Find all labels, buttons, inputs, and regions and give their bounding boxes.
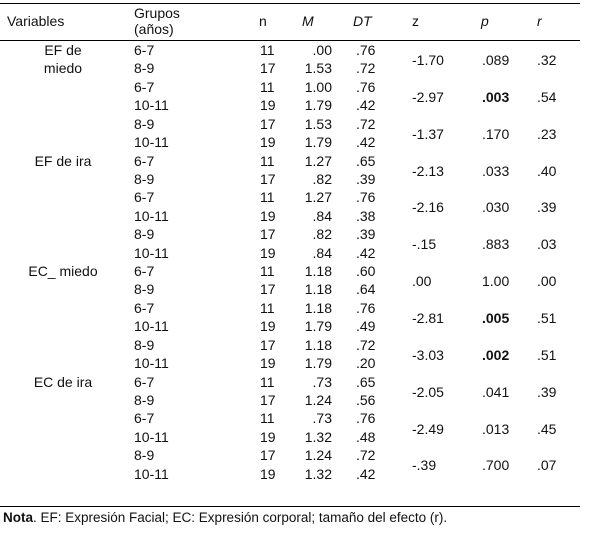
cell-dt: .60 [356, 263, 376, 280]
cell-n: 19 [260, 318, 276, 335]
cell-grupo: 8-9 [134, 336, 155, 353]
cell-grupo: 10-11 [134, 97, 169, 114]
cell-grupo: 10-11 [134, 134, 169, 151]
cell-p: .033 [482, 162, 510, 179]
variable-label: EF de ira [34, 152, 92, 169]
cell-z: -.15 [412, 236, 437, 253]
cell-grupo: 8-9 [134, 60, 155, 77]
cell-dt: .76 [356, 42, 376, 58]
cell-n: 19 [260, 355, 276, 372]
cell-m: 1.18 [304, 336, 332, 353]
cell-p: .700 [482, 457, 510, 474]
cell-grupo: 6-7 [134, 373, 155, 390]
cell-dt: .42 [356, 465, 376, 482]
cell-m: .00 [312, 42, 332, 58]
cell-p: .002 [482, 346, 510, 363]
cell-dt: .76 [356, 410, 376, 427]
cell-grupo: 8-9 [134, 170, 155, 187]
cell-n: 17 [260, 336, 276, 353]
cell-grupo: 8-9 [134, 226, 155, 243]
cell-r: .23 [537, 125, 557, 142]
cell-z: -1.37 [412, 125, 444, 142]
cell-r: .07 [537, 457, 557, 474]
cell-m: 1.24 [304, 391, 332, 408]
header-grupos-sub: (años) [134, 21, 174, 37]
header-n: n [259, 13, 267, 29]
cell-r: .00 [537, 273, 557, 290]
cell-grupo: 10-11 [134, 207, 169, 224]
cell-r: .45 [537, 420, 557, 437]
cell-m: 1.32 [304, 428, 332, 445]
cell-z: -2.81 [412, 310, 444, 326]
cell-m: 1.79 [304, 97, 332, 114]
cell-m: 1.00 [304, 78, 332, 95]
cell-grupo: 6-7 [134, 410, 155, 427]
cell-n: 17 [260, 226, 276, 243]
cell-grupo: 6-7 [134, 152, 155, 169]
cell-dt: .39 [356, 226, 376, 243]
cell-r: .54 [537, 88, 557, 105]
variable-label: EC_ miedo [28, 263, 98, 280]
cell-grupo: 10-11 [134, 355, 169, 372]
cell-n: 17 [260, 170, 276, 187]
header-m: M [302, 13, 314, 29]
cell-n: 11 [260, 299, 275, 316]
cell-grupo: 6-7 [134, 189, 155, 206]
cell-r: .39 [537, 199, 557, 216]
cell-p: .003 [482, 88, 510, 105]
cell-dt: .42 [356, 244, 376, 261]
cell-z: -2.13 [412, 162, 444, 179]
cell-p: 1.00 [482, 273, 510, 290]
note-label: Nota [3, 510, 33, 525]
cell-m: 1.79 [304, 355, 332, 372]
cell-n: 19 [260, 207, 276, 224]
cell-m: 1.79 [304, 134, 332, 151]
cell-dt: .38 [356, 207, 376, 224]
cell-n: 17 [260, 447, 276, 464]
cell-z: .00 [412, 273, 432, 290]
cell-dt: .20 [356, 355, 376, 372]
cell-dt: .76 [356, 78, 376, 95]
cell-dt: .64 [356, 281, 376, 298]
cell-m: .84 [312, 244, 332, 261]
cell-dt: .65 [356, 152, 376, 169]
cell-r: .03 [537, 236, 557, 253]
cell-n: 11 [260, 189, 275, 206]
cell-p: .883 [482, 236, 510, 253]
cell-m: 1.18 [304, 299, 332, 316]
cell-dt: .49 [356, 318, 376, 335]
cell-dt: .72 [356, 60, 376, 77]
cell-dt: .72 [356, 447, 376, 464]
cell-m: 1.24 [304, 447, 332, 464]
cell-dt: .65 [356, 373, 376, 390]
variable-label: EC de ira [33, 373, 93, 390]
cell-n: 11 [260, 263, 275, 280]
cell-r: .51 [537, 310, 557, 326]
cell-n: 19 [260, 428, 276, 445]
cell-p: .170 [482, 125, 510, 142]
cell-n: 11 [260, 373, 275, 390]
cell-m: 1.79 [304, 318, 332, 335]
header-p: p [481, 13, 489, 29]
cell-grupo: 6-7 [134, 78, 155, 95]
cell-dt: .42 [356, 134, 376, 151]
cell-grupo: 8-9 [134, 391, 155, 408]
cell-p: .089 [482, 52, 510, 69]
header-bottom-rule [0, 40, 580, 41]
cell-n: 11 [260, 42, 275, 58]
cell-r: .40 [537, 162, 557, 179]
cell-grupo: 10-11 [134, 244, 169, 261]
cell-dt: .72 [356, 336, 376, 353]
header-variables: Variables [7, 13, 65, 29]
cell-m: .82 [312, 170, 332, 187]
cell-m: .84 [312, 207, 332, 224]
cell-m: 1.27 [304, 189, 332, 206]
cell-z: -2.97 [412, 88, 444, 105]
header-r: r [537, 13, 542, 29]
cell-dt: .72 [356, 115, 376, 132]
header-dt: DT [353, 13, 372, 29]
cell-dt: .39 [356, 170, 376, 187]
cell-dt: .48 [356, 428, 376, 445]
cell-z: -2.16 [412, 199, 444, 216]
cell-z: -3.03 [412, 346, 444, 363]
cell-grupo: 10-11 [134, 318, 169, 335]
cell-n: 17 [260, 281, 276, 298]
cell-n: 17 [260, 60, 276, 77]
cell-grupo: 8-9 [134, 115, 155, 132]
cell-r: .39 [537, 383, 557, 400]
cell-m: .73 [312, 410, 332, 427]
cell-p: .013 [482, 420, 510, 437]
cell-p: .030 [482, 199, 510, 216]
cell-grupo: 10-11 [134, 428, 169, 445]
cell-m: 1.53 [304, 60, 332, 77]
cell-grupo: 8-9 [134, 281, 155, 298]
variable-label: EF de [44, 42, 82, 58]
cell-n: 19 [260, 97, 276, 114]
cell-grupo: 6-7 [134, 263, 155, 280]
table-top-rule [0, 3, 580, 4]
cell-m: 1.18 [304, 281, 332, 298]
cell-n: 19 [260, 465, 276, 482]
cell-m: .73 [312, 373, 332, 390]
cell-r: .51 [537, 346, 557, 363]
cell-n: 19 [260, 244, 276, 261]
cell-r: .32 [537, 52, 557, 69]
table-bottom-rule [0, 506, 580, 507]
cell-n: 11 [260, 152, 275, 169]
cell-dt: .76 [356, 299, 376, 316]
cell-m: .82 [312, 226, 332, 243]
cell-dt: .76 [356, 189, 376, 206]
note-text: . EF: Expresión Facial; EC: Expresión corporal; tamaño del efecto (r). [33, 510, 448, 525]
header-z: z [412, 13, 419, 29]
cell-grupo: 10-11 [134, 465, 169, 482]
cell-p: .005 [482, 310, 510, 326]
cell-m: 1.32 [304, 465, 332, 482]
cell-m: 1.18 [304, 263, 332, 280]
cell-grupo: 6-7 [134, 299, 155, 316]
cell-m: 1.53 [304, 115, 332, 132]
cell-grupo: 6-7 [134, 42, 155, 58]
variable-label: miedo [43, 60, 83, 77]
cell-z: -2.49 [412, 420, 444, 437]
cell-n: 11 [260, 78, 275, 95]
cell-p: .041 [482, 383, 510, 400]
cell-n: 19 [260, 134, 276, 151]
header-grupos: Grupos [134, 5, 180, 21]
cell-n: 17 [260, 391, 276, 408]
cell-z: -1.70 [412, 52, 444, 69]
cell-grupo: 8-9 [134, 447, 155, 464]
cell-n: 17 [260, 115, 276, 132]
cell-dt: .56 [356, 391, 376, 408]
cell-z: -.39 [412, 457, 437, 474]
cell-z: -2.05 [412, 383, 444, 400]
cell-dt: .42 [356, 97, 376, 114]
cell-m: 1.27 [304, 152, 332, 169]
table-note [3, 510, 447, 525]
cell-n: 11 [260, 410, 275, 427]
